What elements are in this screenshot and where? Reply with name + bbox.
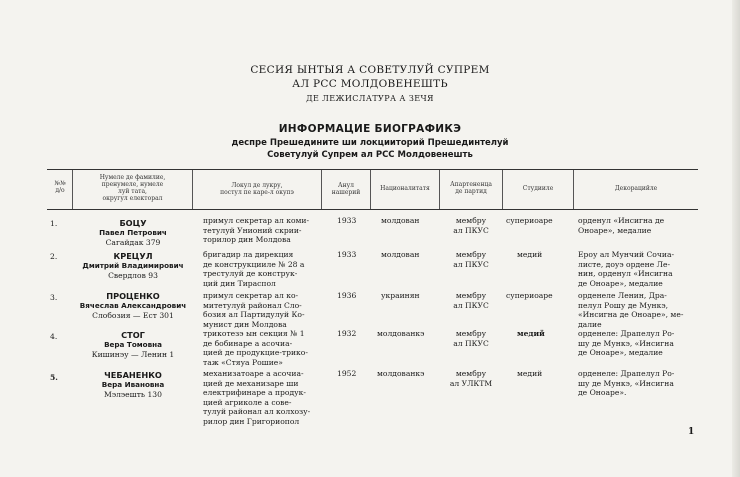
deputy-given-name: Дмитрий Владимирович	[82, 261, 184, 270]
column-header-education: Студииле	[522, 185, 554, 192]
deputy-surname: БОЦУ	[119, 218, 147, 228]
document-subtitle-2: Советулуй Супрем ал РСС Молдовенешть	[267, 150, 473, 160]
workplace: примул секретар ал коми- тетулуй Унионий скрии- торилор дин Молдова	[203, 216, 310, 245]
education: медий	[517, 369, 543, 378]
document-title: ИНФОРМАЦИЕ БИОГРАФИКЭ	[278, 123, 462, 135]
column-header-name: Нумеле де фамилие, пренумеле, нумеле луй тата, округул електорал	[99, 174, 166, 202]
electoral-district: Кишинэу — Ленин 1	[91, 350, 175, 359]
deputy-given-name: Павел Петрович	[99, 228, 167, 237]
header-line-1: СЕСИЯ ЫНТЫЯ А СОВЕТУЛУЙ СУПРЕМ	[250, 64, 490, 76]
party-membership: мембру ал ПКУС	[453, 329, 489, 348]
row-number: 5.	[50, 373, 58, 382]
header-line-3: ДЕ ЛЕЖИСЛАТУРА А ЗЕЧЯ	[306, 94, 434, 103]
row-number: 1.	[50, 219, 58, 228]
row-number: 2.	[50, 252, 58, 261]
awards: Ероу ал Мунчий Сочиа- листе, доуэ ордене Ле- нин, орденул «Инсигна де Онoаре», медалие	[578, 250, 675, 288]
deputy-given-name: Вера Томовна	[104, 340, 162, 349]
document-subtitle-1: деспре Прешедините ши локцииторий Прешединтелуй	[231, 138, 509, 148]
table-top-rule	[47, 169, 698, 170]
electoral-district: Мэлэешть 130	[104, 390, 162, 399]
party-membership: мембру ал ПКУС	[453, 216, 489, 235]
column-header-year: Анул нашерий	[331, 182, 361, 196]
education: супериоаре	[506, 291, 553, 300]
workplace: механизатоаре а асочиа- цией де механизаре ши електрифинаре а продук- цией агриколе а сове- тулуй районал ал колхозу- рилор дин Григориопол	[203, 369, 311, 426]
row-number: 4.	[50, 332, 58, 341]
column-header-awards: Декорацийле	[614, 185, 658, 192]
education: медий	[517, 250, 543, 259]
column-header-number: №№ д/о	[54, 180, 66, 194]
deputy-given-name: Вера Ивановна	[101, 380, 165, 389]
birth-year: 1933	[337, 250, 357, 259]
nationality: украинян	[381, 291, 420, 300]
deputy-surname: ЧЕБАНЕНКО	[104, 370, 162, 380]
electoral-district: Сагайдак 379	[105, 238, 161, 247]
workplace: бригадир ла дирекция де конструкцииле № 28 а трестулуй де конструк- ций дин Тираспол	[203, 250, 305, 288]
deputy-surname: СТОГ	[121, 330, 145, 340]
awards: орденеле Ленин, Дра- пелул Рошу де Мункэ, «Инсигна де Онoаре», ме- далие	[578, 291, 684, 329]
party-membership: мембру ал ПКУС	[453, 291, 489, 310]
awards: орденеле: Драпелул Ро- шу де Мункэ, «Инсигна де Онoаре».	[578, 369, 675, 398]
nationality: молдован	[381, 250, 420, 259]
deputy-surname: ПРОЦЕНКО	[106, 291, 160, 301]
nationality: молдован	[381, 216, 420, 225]
birth-year: 1936	[337, 291, 357, 300]
workplace: примул секретар ал ко- митетулуй районал Сло- бозия ал Партидулуй Ко- мунист дин Молдова	[203, 291, 305, 329]
column-header-party: Апартененца де партид	[450, 181, 492, 195]
column-header-nationality: Националитатя	[380, 185, 430, 192]
awards: орденул «Инсигна де Онoаре», медалие	[578, 216, 665, 235]
column-header-work: Локул де лукру, постул пе каре-л окупэ	[220, 182, 294, 196]
education: супериоаре	[506, 216, 553, 225]
birth-year: 1952	[337, 369, 357, 378]
education: медий	[517, 329, 545, 338]
electoral-district: Слобозия — Ест 301	[92, 311, 174, 320]
page-number: 1	[688, 427, 695, 437]
row-number: 3.	[50, 293, 58, 302]
birth-year: 1933	[337, 216, 357, 225]
nationality: молдованкэ	[377, 329, 425, 338]
electoral-district: Свердлов 93	[108, 271, 158, 280]
deputy-given-name: Вячеслав Александрович	[79, 301, 187, 310]
workplace: трикотезэ ын секция № 1 де бобинаре а асочиа- цией де продукцие-трико- таж «Стяуа Рошие»	[203, 329, 308, 367]
party-membership: мембру ал ПКУС	[453, 250, 489, 269]
nationality: молдованкэ	[377, 369, 425, 378]
header-line-2: АЛ РСС МОЛДОВЕНЕШТЬ	[292, 78, 448, 90]
scan-edge	[732, 0, 740, 477]
table-header-bottom-rule	[47, 209, 698, 210]
party-membership: мембру ал УЛКТМ	[449, 369, 493, 388]
birth-year: 1932	[337, 329, 357, 338]
awards: орденеле: Драпелул Ро- шу де Мункэ, «Инсигна де Онoаре», медалие	[578, 329, 675, 358]
deputy-surname: КРЕЦУЛ	[113, 251, 153, 261]
